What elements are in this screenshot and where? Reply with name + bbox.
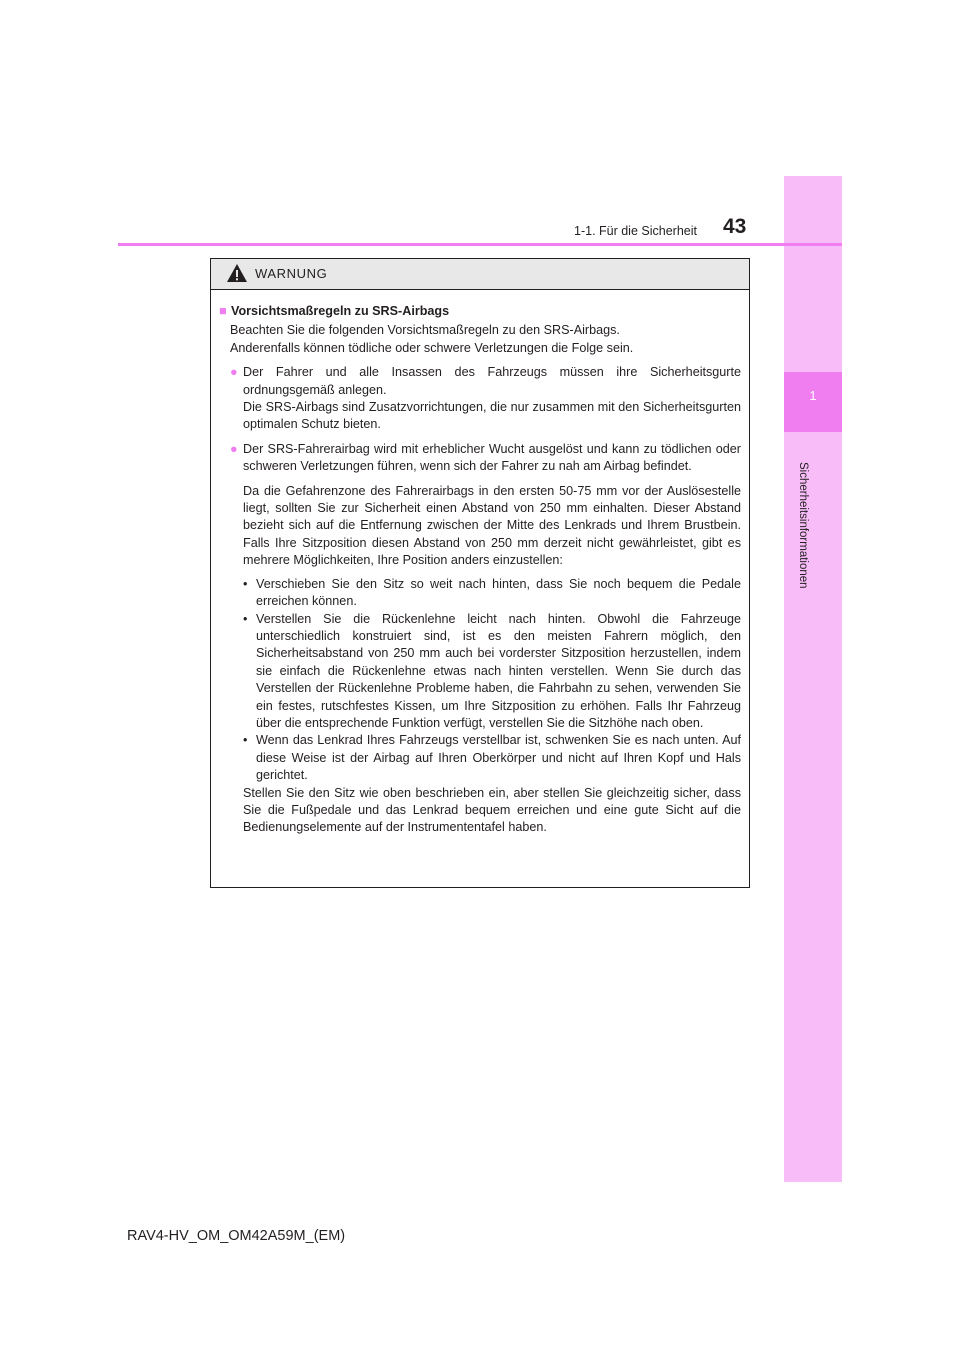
- list-item-text: Verschieben Sie den Sitz so weit nach hinten, dass Sie noch bequem die Pedale erreichen können.: [256, 576, 741, 609]
- dot-bullet-icon: •: [243, 611, 248, 626]
- warning-triangle-icon: [226, 263, 248, 283]
- bullet-1-line-1: Der Fahrer und alle Insassen des Fahrzeugs müssen ihre Sicherheitsgurte ordnungsgemäß anlegen.: [243, 365, 741, 397]
- square-marker-icon: ■: [219, 304, 227, 318]
- sub-list: [219, 576, 741, 785]
- circle-bullet-icon: ●: [230, 441, 238, 456]
- list-item-text: Verstellen Sie die Rückenlehne leicht nach hinten. Obwohl die Fahrzeuge unterschiedlich konstruiert sind, ist es den meisten Fahrern möglich, den Sicherheitsabstand von 250 mm auch bei vorderster Sitzposition herzustellen, indem sie einfach die Rückenlehne etwas nach hinten verstellen. Wenn Sie durch das Verstellen der Rückenlehne Probleme haben, die Fahrbahn zu sehen, verwenden Sie ein festes, rutschfestes Kissen, um Ihre Sitzposition zu erhöhen. Falls Ihr Fahrzeug über die entsprechende Funktion verfügt, verstellen Sie die Sitzhöhe nach oben.: [256, 611, 741, 730]
- circle-bullet-icon: ●: [230, 365, 238, 380]
- bullet-item: [219, 364, 741, 434]
- list-item: [243, 732, 741, 784]
- list-item: [243, 611, 741, 733]
- bullet-item: [219, 441, 741, 476]
- header-rule: [118, 243, 842, 246]
- section-heading: [219, 303, 741, 320]
- danger-zone-paragraph: Da die Gefahrenzone des Fahrerairbags in den ersten 50-75 mm vor der Auslösestelle liegt, sollten Sie zur Sicherheit einen Abstand von 250 mm einhalten. Dieser Abstand bezieht sich auf die Entfernung zwischen der Mitte des Lenkrads und Ihrem Brustbein. Falls Ihre Sitzposition diesen Abstand von 250 mm derzeit nicht gewährleistet, gibt es mehrere Möglichkeiten, Ihre Position anders einzustellen:: [243, 483, 741, 568]
- intro-line-1: Beachten Sie die folgenden Vorsichtsmaßregeln zu den SRS-Airbags.: [230, 323, 620, 338]
- warning-body: [211, 290, 749, 837]
- section-heading-text: Vorsichtsmaßregeln zu SRS-Airbags: [231, 304, 450, 318]
- list-item: [243, 576, 741, 611]
- side-tab-label: Sicherheitsinformationen: [797, 462, 809, 589]
- warning-title: WARNUNG: [255, 266, 328, 281]
- page-number: 43: [723, 215, 747, 238]
- intro-text: [219, 322, 741, 357]
- warning-header: [211, 259, 749, 290]
- side-tab-strip: [784, 176, 842, 1182]
- footer-document-code: RAV4-HV_OM_OM42A59M_(EM): [127, 1228, 346, 1244]
- header-section-title: 1-1. Für die Sicherheit: [574, 224, 697, 238]
- warning-box: [210, 258, 750, 888]
- side-tab-number: 1: [809, 388, 817, 403]
- bullet-2-text: Der SRS-Fahrerairbag wird mit erheblicher Wucht ausgelöst und kann zu tödlichen oder schweren Verletzungen führen, wenn sich der Fahrer zu nah am Airbag befindet.: [243, 441, 741, 474]
- intro-line-2: Anderenfalls können tödliche oder schwere Verletzungen die Folge sein.: [230, 340, 634, 355]
- bullet-1-line-2: Die SRS-Airbags sind Zusatzvorrichtungen, die nur zusammen mit den Sicherheitsgurten optimalen Schutz bieten.: [243, 400, 741, 432]
- list-item-text: Wenn das Lenkrad Ihres Fahrzeugs verstellbar ist, schwenken Sie es nach unten. Auf diese Weise ist der Airbag auf Ihren Oberkörper und nicht auf Ihren Kopf und Hals gerichtet.: [256, 733, 741, 783]
- dot-bullet-icon: •: [243, 576, 248, 591]
- closing-paragraph: Stellen Sie den Sitz wie oben beschrieben ein, aber stellen Sie gleichzeitig sicher, dass Sie die Fußpedale und das Lenkrad bequem erreichen und eine gute Sicht auf die Bedienungselemente auf der Instrumententafel haben.: [243, 785, 741, 835]
- dot-bullet-icon: •: [243, 733, 248, 748]
